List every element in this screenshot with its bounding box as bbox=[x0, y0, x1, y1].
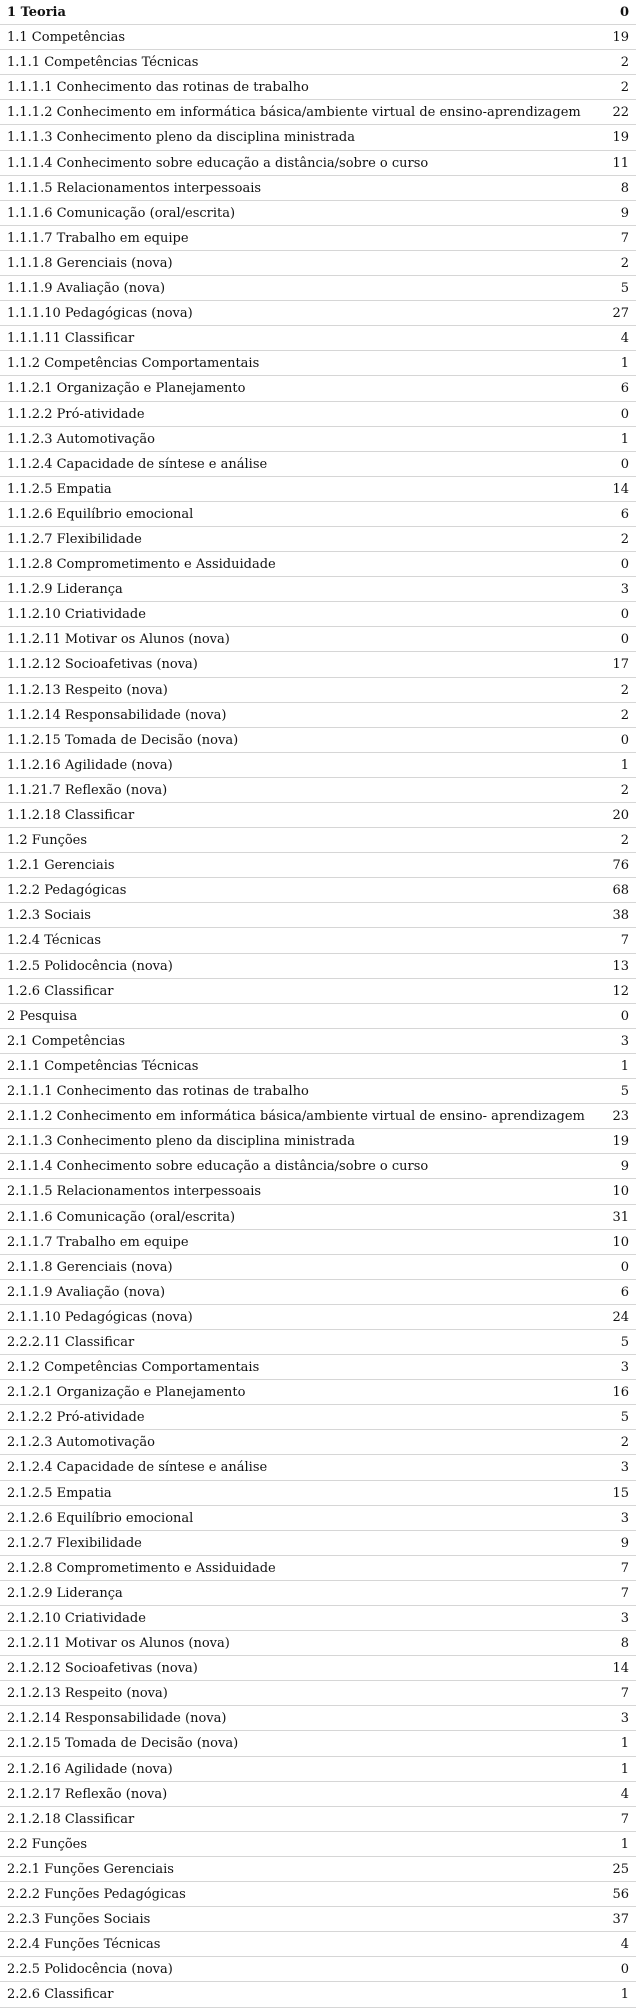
category-count: 2 bbox=[620, 782, 629, 798]
table-row bbox=[0, 1355, 636, 1380]
table-row bbox=[0, 1230, 636, 1255]
category-count: 0 bbox=[620, 607, 629, 623]
table-row bbox=[0, 1455, 636, 1480]
category-count: 1 bbox=[620, 1736, 629, 1752]
table-row bbox=[0, 1681, 636, 1706]
table-row bbox=[0, 301, 636, 326]
category-count: 6 bbox=[620, 1284, 629, 1300]
category-label: 2.2.6 Classificar bbox=[7, 1987, 114, 2003]
table-row bbox=[0, 1782, 636, 1807]
category-count: 5 bbox=[620, 1410, 629, 1426]
category-count: 19 bbox=[612, 1134, 629, 1150]
category-count: 4 bbox=[620, 1786, 629, 1802]
category-label: 2.1.2.10 Criatividade bbox=[7, 1611, 146, 1626]
category-label: 1.1.2.9 Liderança bbox=[7, 582, 123, 598]
table-row bbox=[0, 728, 636, 753]
category-label: 1.1.2.5 Empatia bbox=[7, 481, 112, 497]
category-label: 2.1.1.1 Conhecimento das rotinas de trabalho bbox=[7, 1084, 309, 1100]
category-label: 2.2.2 Funções Pedagógicas bbox=[7, 1887, 186, 1903]
table-row bbox=[0, 1882, 636, 1907]
category-label: 1.1.1.3 Conhecimento pleno da disciplina ministrada bbox=[7, 130, 355, 146]
table-row bbox=[0, 1581, 636, 1606]
category-label: 1.1.2.10 Criatividade bbox=[7, 607, 146, 623]
category-count: 1 bbox=[620, 1987, 629, 2003]
table-row bbox=[0, 1757, 636, 1782]
category-count: 0 bbox=[620, 1962, 629, 1978]
category-label: 1.1 Competências bbox=[7, 30, 126, 46]
category-label: 1.2.1 Gerenciais bbox=[7, 858, 115, 874]
table-row bbox=[0, 778, 636, 803]
category-count: 24 bbox=[612, 1309, 629, 1325]
category-count: 12 bbox=[612, 983, 629, 999]
table-row bbox=[0, 1982, 636, 2007]
table-row bbox=[0, 878, 636, 903]
category-label: 2.1.2.7 Flexibilidade bbox=[7, 1535, 142, 1551]
table-row bbox=[0, 954, 636, 979]
category-count: 31 bbox=[612, 1209, 629, 1225]
category-count: 0 bbox=[620, 557, 629, 573]
category-count: 23 bbox=[612, 1109, 629, 1125]
category-count: 14 bbox=[612, 1661, 629, 1677]
table-row bbox=[0, 1054, 636, 1079]
category-count: 17 bbox=[612, 657, 629, 673]
category-count: 7 bbox=[620, 1560, 629, 1576]
category-label: 2.1.1.9 Avaliação (nova) bbox=[7, 1284, 166, 1300]
category-label: 1.1.21.7 Reflexão (nova) bbox=[7, 782, 168, 798]
category-label: 2 Pesquisa bbox=[7, 1008, 78, 1024]
table-row bbox=[0, 427, 636, 452]
category-count: 0 bbox=[620, 732, 629, 748]
category-label: 1.1.1.4 Conhecimento sobre educação a distância/sobre o curso bbox=[7, 155, 429, 171]
table-row bbox=[0, 502, 636, 527]
category-label: 2.1.2.11 Motivar os Alunos (nova) bbox=[7, 1636, 230, 1652]
category-count: 9 bbox=[620, 1159, 629, 1175]
category-label: 2.1.2.3 Automotivação bbox=[7, 1435, 155, 1451]
table-row bbox=[0, 979, 636, 1004]
category-label: 2.2.2.11 Classificar bbox=[7, 1334, 135, 1350]
category-count: 22 bbox=[612, 105, 629, 121]
category-label: 2.1.2 Competências Comportamentais bbox=[7, 1360, 260, 1376]
category-label: 2.2.5 Polidocência (nova) bbox=[7, 1962, 173, 1978]
table-row bbox=[0, 251, 636, 276]
category-count: 3 bbox=[620, 582, 629, 598]
category-count: 2 bbox=[620, 682, 629, 698]
table-row bbox=[0, 477, 636, 502]
table-row bbox=[0, 1857, 636, 1882]
table-row bbox=[0, 201, 636, 226]
category-count: 7 bbox=[620, 1686, 629, 1702]
category-count: 2 bbox=[620, 1435, 629, 1451]
category-count: 19 bbox=[612, 130, 629, 146]
category-count: 5 bbox=[620, 281, 629, 297]
category-label: 1.1.2.1 Organização e Planejamento bbox=[7, 381, 246, 397]
category-count: 1 bbox=[620, 1836, 629, 1852]
category-count: 11 bbox=[612, 155, 629, 171]
table-row bbox=[0, 1280, 636, 1305]
category-label: 1.2.6 Classificar bbox=[7, 983, 114, 999]
category-count: 3 bbox=[620, 1510, 629, 1526]
category-count: 19 bbox=[612, 30, 629, 46]
category-count: 13 bbox=[612, 958, 629, 974]
table-row bbox=[0, 1255, 636, 1280]
category-label: 2.1.2.16 Agilidade (nova) bbox=[7, 1761, 173, 1777]
table-row bbox=[0, 853, 636, 878]
table-row bbox=[0, 1506, 636, 1531]
table-row bbox=[0, 552, 636, 577]
category-label: 1.1.2.14 Responsabilidade (nova) bbox=[7, 707, 227, 723]
category-label: 1.2 Funções bbox=[7, 833, 88, 849]
category-count: 3 bbox=[620, 1711, 629, 1727]
table-row bbox=[0, 1305, 636, 1330]
category-label: 1.1.1.6 Comunicação (oral/escrita) bbox=[7, 205, 236, 221]
category-count: 3 bbox=[620, 1360, 629, 1376]
category-count: 6 bbox=[620, 381, 629, 397]
category-label: 1.1.2.2 Pró-atividade bbox=[7, 406, 145, 422]
category-label: 2.1.1.7 Trabalho em equipe bbox=[7, 1234, 189, 1250]
category-count: 0 bbox=[619, 5, 629, 20]
category-label: 2.1.2.12 Socioafetivas (nova) bbox=[7, 1661, 198, 1677]
table-row bbox=[0, 753, 636, 778]
table-row bbox=[0, 1807, 636, 1832]
category-count: 1 bbox=[620, 1761, 629, 1777]
table-row bbox=[0, 25, 636, 50]
table-row bbox=[0, 176, 636, 201]
category-count: 7 bbox=[620, 933, 629, 949]
table-row bbox=[0, 1731, 636, 1756]
table-row bbox=[0, 1029, 636, 1054]
table-row bbox=[0, 402, 636, 427]
category-count: 9 bbox=[620, 205, 629, 221]
table-row bbox=[0, 1932, 636, 1957]
table-row bbox=[0, 1104, 636, 1129]
category-count: 2 bbox=[620, 707, 629, 723]
table-row bbox=[0, 1481, 636, 1506]
category-count: 10 bbox=[612, 1184, 629, 1200]
table-row bbox=[0, 1656, 636, 1681]
category-count: 5 bbox=[620, 1334, 629, 1350]
category-label: 1.1.1.8 Gerenciais (nova) bbox=[7, 255, 173, 271]
table-row bbox=[0, 0, 636, 25]
category-count: 0 bbox=[620, 456, 629, 472]
category-count: 3 bbox=[620, 1033, 629, 1049]
category-label: 2.1.2.4 Capacidade de síntese e análise bbox=[7, 1460, 268, 1476]
category-label: 1.1.2.15 Tomada de Decisão (nova) bbox=[7, 732, 239, 748]
table-row bbox=[0, 1154, 636, 1179]
category-label: 1.2.2 Pedagógicas bbox=[7, 883, 127, 899]
category-count: 37 bbox=[612, 1912, 629, 1928]
table-row bbox=[0, 1606, 636, 1631]
table-row bbox=[0, 1330, 636, 1355]
category-label: 1.1.2.4 Capacidade de síntese e análise bbox=[7, 456, 268, 472]
category-count: 2 bbox=[620, 255, 629, 271]
table-row bbox=[0, 376, 636, 401]
table-row bbox=[0, 1380, 636, 1405]
category-label: 2.2.1 Funções Gerenciais bbox=[7, 1861, 174, 1877]
category-label: 2.1.1.5 Relacionamentos interpessoais bbox=[7, 1184, 262, 1200]
category-label: 1.1.2.8 Comprometimento e Assiduidade bbox=[7, 557, 276, 573]
category-label: 2.1.2.18 Classificar bbox=[7, 1811, 135, 1827]
category-count: 8 bbox=[620, 180, 629, 196]
category-label: 1.1.1.2 Conhecimento em informática básica/ambiente virtual de ensino-aprendizagem bbox=[7, 105, 581, 121]
category-count: 4 bbox=[620, 1937, 629, 1953]
table-row bbox=[0, 1832, 636, 1857]
category-label: 1.1.1.10 Pedagógicas (nova) bbox=[7, 306, 193, 322]
category-count: 1 bbox=[620, 757, 629, 773]
category-count: 1 bbox=[620, 356, 629, 372]
category-count: 10 bbox=[612, 1234, 629, 1250]
category-count: 2 bbox=[620, 833, 629, 849]
category-label: 1.1.2.13 Respeito (nova) bbox=[7, 682, 168, 698]
category-label: 2.2 Funções bbox=[7, 1836, 88, 1852]
table-row bbox=[0, 1129, 636, 1154]
category-count: 3 bbox=[620, 1460, 629, 1476]
category-label: 1.2.4 Técnicas bbox=[7, 933, 102, 949]
category-count: 38 bbox=[612, 908, 629, 924]
category-label: 2.1.1.10 Pedagógicas (nova) bbox=[7, 1309, 193, 1325]
category-label: 2.1.2.1 Organização e Planejamento bbox=[7, 1385, 246, 1401]
table-row bbox=[0, 803, 636, 828]
category-label: 1.2.5 Polidocência (nova) bbox=[7, 958, 173, 974]
category-label: 2.1.1.4 Conhecimento sobre educação a distância/sobre o curso bbox=[7, 1159, 429, 1175]
table-row bbox=[0, 527, 636, 552]
category-label: 2.2.4 Funções Técnicas bbox=[7, 1937, 161, 1953]
category-label: 2.1.1 Competências Técnicas bbox=[7, 1058, 199, 1074]
table-row bbox=[0, 1556, 636, 1581]
category-label: 1.1.2.7 Flexibilidade bbox=[7, 531, 142, 547]
table-row bbox=[0, 125, 636, 150]
table-row bbox=[0, 1004, 636, 1029]
category-count: 1 bbox=[620, 1058, 629, 1074]
category-label: 2.1.2.8 Comprometimento e Assiduidade bbox=[7, 1560, 276, 1576]
category-count: 76 bbox=[612, 858, 629, 874]
table-row bbox=[0, 1430, 636, 1455]
category-label: 2.1.1.3 Conhecimento pleno da disciplina ministrada bbox=[7, 1134, 355, 1150]
category-count: 0 bbox=[620, 406, 629, 422]
category-label: 1.1.2.18 Classificar bbox=[7, 808, 135, 823]
category-count: 15 bbox=[612, 1485, 629, 1501]
category-count: 9 bbox=[620, 1535, 629, 1551]
category-label: 2.1.1.2 Conhecimento em informática básica/ambiente virtual de ensino- aprendizagem bbox=[7, 1109, 585, 1125]
table-row bbox=[0, 1405, 636, 1430]
category-count: 7 bbox=[620, 1811, 629, 1827]
table-row bbox=[0, 928, 636, 953]
category-label: 1.1.1.7 Trabalho em equipe bbox=[7, 230, 189, 246]
category-label: 2.1.2.13 Respeito (nova) bbox=[7, 1686, 168, 1702]
table-row bbox=[0, 1631, 636, 1656]
category-count: 2 bbox=[620, 80, 629, 96]
table-row bbox=[0, 1205, 636, 1230]
category-label: 2.1 Competências bbox=[7, 1033, 126, 1049]
category-count: 2 bbox=[620, 55, 629, 71]
category-count: 14 bbox=[612, 481, 629, 497]
table-row bbox=[0, 1706, 636, 1731]
category-label: 1.1.1.1 Conhecimento das rotinas de trabalho bbox=[7, 80, 309, 96]
category-label: 1.1.1.5 Relacionamentos interpessoais bbox=[7, 180, 262, 196]
table-row bbox=[0, 627, 636, 652]
table-row bbox=[0, 151, 636, 176]
category-label: 1.2.3 Sociais bbox=[7, 908, 91, 924]
table-row bbox=[0, 326, 636, 351]
table-row bbox=[0, 1179, 636, 1204]
table-row bbox=[0, 602, 636, 627]
table-row bbox=[0, 1079, 636, 1104]
category-label: 2.1.1.6 Comunicação (oral/escrita) bbox=[7, 1209, 236, 1225]
table-row bbox=[0, 351, 636, 376]
table-row bbox=[0, 75, 636, 100]
category-count: 16 bbox=[612, 1385, 629, 1401]
category-label: 1.1.1 Competências Técnicas bbox=[7, 55, 199, 71]
category-label: 1.1.2.3 Automotivação bbox=[7, 431, 155, 447]
table-row bbox=[0, 703, 636, 728]
category-count: 0 bbox=[620, 1008, 629, 1024]
table-row bbox=[0, 452, 636, 477]
table-row bbox=[0, 50, 636, 75]
category-label: 2.1.2.6 Equilíbrio emocional bbox=[7, 1510, 194, 1526]
category-count: 1 bbox=[620, 431, 629, 447]
table-row bbox=[0, 226, 636, 251]
table-row bbox=[0, 678, 636, 703]
category-count: 27 bbox=[612, 306, 629, 322]
category-label: 2.1.2.17 Reflexão (nova) bbox=[7, 1786, 168, 1802]
category-label: 1.1.2 Competências Comportamentais bbox=[7, 356, 260, 372]
category-count: 2 bbox=[620, 531, 629, 547]
category-count: 20 bbox=[612, 808, 629, 823]
table-row bbox=[0, 1907, 636, 1932]
category-label: 1.1.1.11 Classificar bbox=[7, 331, 135, 347]
category-count: 3 bbox=[620, 1611, 629, 1626]
category-label: 2.1.2.9 Liderança bbox=[7, 1585, 123, 1601]
category-label: 1.1.1.9 Avaliação (nova) bbox=[7, 281, 166, 297]
category-count: 0 bbox=[620, 1259, 629, 1275]
category-label: 2.1.2.2 Pró-atividade bbox=[7, 1410, 145, 1426]
category-label: 1 Teoria bbox=[7, 5, 66, 20]
category-count: 7 bbox=[620, 230, 629, 246]
table-row bbox=[0, 100, 636, 125]
category-label: 1.1.2.11 Motivar os Alunos (nova) bbox=[7, 632, 230, 648]
category-count: 8 bbox=[620, 1636, 629, 1652]
category-label: 2.1.2.5 Empatia bbox=[7, 1485, 112, 1501]
category-label: 1.1.2.16 Agilidade (nova) bbox=[7, 757, 173, 773]
category-label: 2.1.2.15 Tomada de Decisão (nova) bbox=[7, 1736, 239, 1752]
category-count: 68 bbox=[612, 883, 629, 899]
category-count: 7 bbox=[620, 1585, 629, 1601]
category-count: 56 bbox=[612, 1887, 629, 1903]
table-row bbox=[0, 903, 636, 928]
table-row bbox=[0, 577, 636, 602]
category-count: 5 bbox=[620, 1084, 629, 1100]
table-row bbox=[0, 1531, 636, 1556]
table-row bbox=[0, 828, 636, 853]
category-count: 0 bbox=[620, 632, 629, 648]
table-row bbox=[0, 276, 636, 301]
category-count: 6 bbox=[620, 506, 629, 522]
category-count: 4 bbox=[620, 331, 629, 347]
table-row bbox=[0, 1957, 636, 1982]
table-row bbox=[0, 652, 636, 677]
category-label: 1.1.2.6 Equilíbrio emocional bbox=[7, 506, 194, 522]
category-count: 25 bbox=[612, 1861, 629, 1877]
category-label: 2.1.2.14 Responsabilidade (nova) bbox=[7, 1711, 227, 1727]
category-label: 2.1.1.8 Gerenciais (nova) bbox=[7, 1259, 173, 1275]
category-label: 1.1.2.12 Socioafetivas (nova) bbox=[7, 657, 198, 673]
category-label: 2.2.3 Funções Sociais bbox=[7, 1912, 151, 1928]
